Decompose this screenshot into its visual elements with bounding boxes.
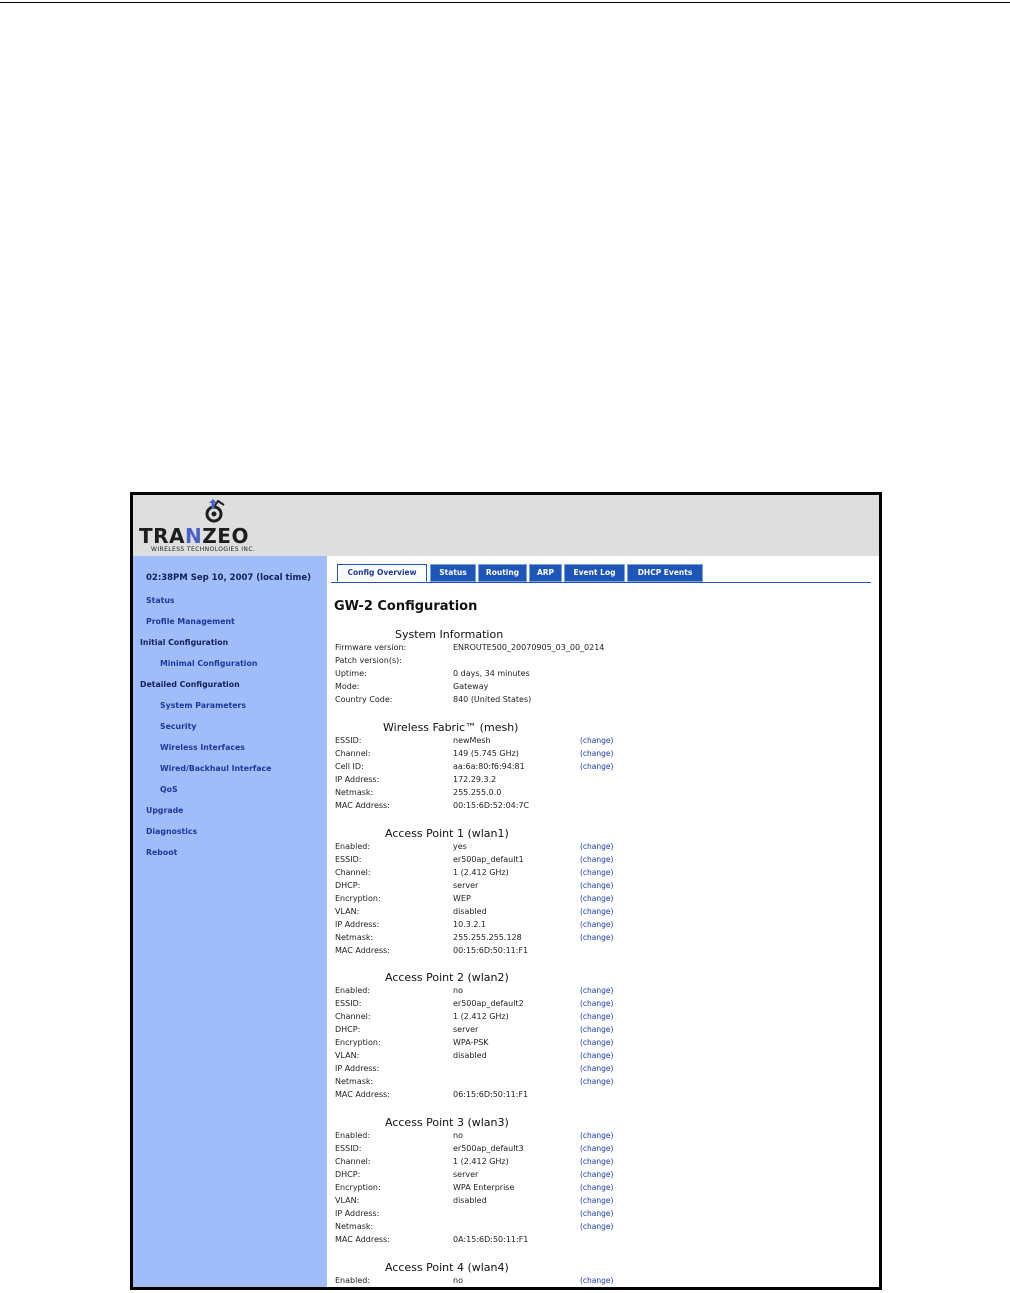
config-value: 255.255.255.128 xyxy=(453,933,522,942)
config-row xyxy=(335,1077,875,1090)
config-row xyxy=(335,736,875,749)
change-link[interactable]: (change) xyxy=(580,1170,614,1179)
main-content xyxy=(327,556,879,1287)
config-value: 00:15:6D:52:04:7C xyxy=(453,801,530,810)
tab-routing[interactable]: Routing xyxy=(478,564,527,582)
change-link[interactable]: (change) xyxy=(580,1012,614,1021)
config-key: VLAN: xyxy=(335,907,360,916)
config-value: disabled xyxy=(453,907,487,916)
change-link[interactable]: (change) xyxy=(580,868,614,877)
config-key: ESSID: xyxy=(335,999,362,1008)
logo-swirl-icon xyxy=(199,499,229,525)
config-key: Channel: xyxy=(335,749,371,758)
sidebar-item-diagnostics[interactable]: Diagnostics xyxy=(146,827,198,836)
config-key: IP Address: xyxy=(335,1209,380,1218)
config-row xyxy=(335,801,875,814)
section-title: Access Point 3 (wlan3) xyxy=(385,1116,509,1129)
change-link[interactable]: (change) xyxy=(580,736,614,745)
config-value: no xyxy=(453,1276,463,1285)
tab-underline xyxy=(331,582,871,583)
config-row xyxy=(335,1038,875,1051)
config-key: Encryption: xyxy=(335,1038,381,1047)
config-value: disabled xyxy=(453,1051,487,1060)
config-row xyxy=(335,1012,875,1025)
config-value: aa:6a:80:f6:94:81 xyxy=(453,762,525,771)
config-row xyxy=(335,1222,875,1235)
section-title: Access Point 2 (wlan2) xyxy=(385,971,509,984)
config-row xyxy=(335,894,875,907)
config-value: newMesh xyxy=(453,736,491,745)
config-key: Mode: xyxy=(335,682,360,691)
config-key: DHCP: xyxy=(335,881,361,890)
change-link[interactable]: (change) xyxy=(580,1183,614,1192)
config-row xyxy=(335,868,875,881)
config-value: 172.29.3.2 xyxy=(453,775,497,784)
config-row xyxy=(335,749,875,762)
config-value: WEP xyxy=(453,894,471,903)
config-key: Netmask: xyxy=(335,1077,374,1086)
change-link[interactable]: (change) xyxy=(580,1276,614,1285)
config-key: IP Address: xyxy=(335,920,380,929)
sidebar-item-security[interactable]: Security xyxy=(160,722,197,731)
config-value: ENROUTE500_20070905_03_00_0214 xyxy=(453,643,605,652)
local-time-clock: 02:38PM Sep 10, 2007 (local time) xyxy=(146,573,312,583)
config-value: 00:15:6D:50:11:F1 xyxy=(453,946,529,955)
config-key: VLAN: xyxy=(335,1196,360,1205)
sidebar-item-minimal-configuration[interactable]: Minimal Configuration xyxy=(160,659,258,668)
config-value: er500ap_default3 xyxy=(453,1144,524,1153)
config-row xyxy=(335,1170,875,1183)
config-row xyxy=(335,986,875,999)
logo-tagline: WIRELESS TECHNOLOGIES INC. xyxy=(151,546,256,553)
config-key: MAC Address: xyxy=(335,801,390,810)
config-row xyxy=(335,842,875,855)
config-row xyxy=(335,669,875,682)
config-key: VLAN: xyxy=(335,1051,360,1060)
change-link[interactable]: (change) xyxy=(580,855,614,864)
tranzeo-logo xyxy=(139,499,299,555)
config-row xyxy=(335,656,875,669)
config-key: MAC Address: xyxy=(335,1235,390,1244)
config-key: Channel: xyxy=(335,868,371,877)
config-row xyxy=(335,855,875,868)
config-value: 1 (2.412 GHz) xyxy=(453,1012,509,1021)
config-key: Encryption: xyxy=(335,1183,381,1192)
change-link[interactable]: (change) xyxy=(580,749,614,758)
config-key: Country Code: xyxy=(335,695,393,704)
change-link[interactable]: (change) xyxy=(580,933,614,942)
sidebar-item-reboot[interactable]: Reboot xyxy=(146,848,178,857)
config-value: server xyxy=(453,1025,479,1034)
config-value: 840 (United States) xyxy=(453,695,532,704)
config-key: Netmask: xyxy=(335,788,374,797)
config-row xyxy=(335,1064,875,1077)
config-row xyxy=(335,762,875,775)
change-link[interactable]: (change) xyxy=(580,986,614,995)
config-key: DHCP: xyxy=(335,1025,361,1034)
change-link[interactable]: (change) xyxy=(580,1196,614,1205)
config-key: Channel: xyxy=(335,1012,371,1021)
header-bar xyxy=(133,495,879,556)
config-value: 1 (2.412 GHz) xyxy=(453,868,509,877)
config-value: 1 (2.412 GHz) xyxy=(453,1157,509,1166)
sidebar-item-system-parameters[interactable]: System Parameters xyxy=(160,701,246,710)
change-link[interactable]: (change) xyxy=(580,1222,614,1231)
config-key: ESSID: xyxy=(335,736,362,745)
tab-dhcp-events[interactable]: DHCP Events xyxy=(627,564,703,582)
change-link[interactable]: (change) xyxy=(580,1131,614,1140)
config-key: Enabled: xyxy=(335,1131,371,1140)
config-value: WPA-PSK xyxy=(453,1038,489,1047)
config-row xyxy=(335,999,875,1012)
config-value: Gateway xyxy=(453,682,489,691)
browser-screenshot-frame xyxy=(130,492,882,1290)
config-key: DHCP: xyxy=(335,1170,361,1179)
config-row xyxy=(335,1157,875,1170)
config-value: 0A:15:6D:50:11:F1 xyxy=(453,1235,529,1244)
config-row xyxy=(335,933,875,946)
config-row xyxy=(335,1183,875,1196)
change-link[interactable]: (change) xyxy=(580,907,614,916)
config-value: 0 days, 34 minutes xyxy=(453,669,530,678)
config-key: Enabled: xyxy=(335,842,371,851)
sidebar-item-wired-backhaul-interface[interactable]: Wired/Backhaul Interface xyxy=(160,764,272,773)
config-key: Patch version(s): xyxy=(335,656,402,665)
config-key: IP Address: xyxy=(335,775,380,784)
config-row xyxy=(335,1276,875,1289)
config-row xyxy=(335,907,875,920)
config-row xyxy=(335,682,875,695)
config-row xyxy=(335,1131,875,1144)
config-row xyxy=(335,788,875,801)
config-value: no xyxy=(453,986,463,995)
change-link[interactable]: (change) xyxy=(580,1077,614,1086)
config-key: Channel: xyxy=(335,1157,371,1166)
config-value: WPA Enterprise xyxy=(453,1183,515,1192)
config-row xyxy=(335,881,875,894)
config-value: yes xyxy=(453,842,467,851)
page-top-rule xyxy=(0,2,1010,3)
change-link[interactable]: (change) xyxy=(580,1051,614,1060)
sidebar-item-upgrade[interactable]: Upgrade xyxy=(146,806,184,815)
config-key: MAC Address: xyxy=(335,1090,390,1099)
sidebar-item-profile-management[interactable]: Profile Management xyxy=(146,617,235,626)
change-link[interactable]: (change) xyxy=(580,1064,614,1073)
section-title: Access Point 4 (wlan4) xyxy=(385,1261,509,1274)
config-row xyxy=(335,1196,875,1209)
config-value: 06:15:6D:50:11:F1 xyxy=(453,1090,529,1099)
sidebar-group-initial-configuration: Initial Configuration xyxy=(140,638,229,647)
config-row xyxy=(335,695,875,708)
config-value: no xyxy=(453,1131,463,1140)
change-link[interactable]: (change) xyxy=(580,1025,614,1034)
change-link[interactable]: (change) xyxy=(580,1144,614,1153)
config-key: Encryption: xyxy=(335,894,381,903)
sidebar-group-detailed-configuration: Detailed Configuration xyxy=(140,680,240,689)
change-link[interactable]: (change) xyxy=(580,1038,614,1047)
tab-config-overview[interactable]: Config Overview xyxy=(337,564,427,582)
tab-status[interactable]: Status xyxy=(430,564,476,582)
config-value: 149 (5.745 GHz) xyxy=(453,749,519,758)
change-link[interactable]: (change) xyxy=(580,1157,614,1166)
sidebar-item-status[interactable]: Status xyxy=(146,596,175,605)
config-value: er500ap_default1 xyxy=(453,855,524,864)
section-title: Wireless Fabric™ (mesh) xyxy=(383,721,519,734)
sidebar-item-qos[interactable]: QoS xyxy=(160,785,178,794)
config-row xyxy=(335,1051,875,1064)
page-title: GW-2 Configuration xyxy=(334,599,478,614)
sidebar xyxy=(133,556,327,1287)
config-value: disabled xyxy=(453,1196,487,1205)
config-row xyxy=(335,920,875,933)
config-key: Enabled: xyxy=(335,1276,371,1285)
section-title: Access Point 1 (wlan1) xyxy=(385,827,509,840)
change-link[interactable]: (change) xyxy=(580,999,614,1008)
config-row xyxy=(335,1025,875,1038)
config-value: 10.3.2.1 xyxy=(453,920,487,929)
config-key: IP Address: xyxy=(335,1064,380,1073)
change-link[interactable]: (change) xyxy=(580,842,614,851)
section-title: System Information xyxy=(395,628,504,641)
config-key: MAC Address: xyxy=(335,946,390,955)
sidebar-item-wireless-interfaces[interactable]: Wireless Interfaces xyxy=(160,743,245,752)
config-row xyxy=(335,1144,875,1157)
change-link[interactable]: (change) xyxy=(580,762,614,771)
config-value: server xyxy=(453,1170,479,1179)
config-row xyxy=(335,1235,875,1248)
config-key: Netmask: xyxy=(335,1222,374,1231)
tab-event-log[interactable]: Event Log xyxy=(564,564,625,582)
config-key: Uptime: xyxy=(335,669,367,678)
change-link[interactable]: (change) xyxy=(580,1209,614,1218)
config-row xyxy=(335,643,875,656)
config-value: 255.255.0.0 xyxy=(453,788,502,797)
config-value: er500ap_default2 xyxy=(453,999,524,1008)
config-row xyxy=(335,775,875,788)
change-link[interactable]: (change) xyxy=(580,920,614,929)
logo-wordmark: TRANZEO xyxy=(139,524,249,548)
config-row xyxy=(335,1090,875,1103)
config-key: ESSID: xyxy=(335,1144,362,1153)
config-key: ESSID: xyxy=(335,855,362,864)
change-link[interactable]: (change) xyxy=(580,881,614,890)
config-key: Cell ID: xyxy=(335,762,364,771)
config-value: server xyxy=(453,881,479,890)
config-key: Firmware version: xyxy=(335,643,407,652)
tab-arp[interactable]: ARP xyxy=(529,564,562,582)
config-row xyxy=(335,1209,875,1222)
config-row xyxy=(335,946,875,959)
config-key: Netmask: xyxy=(335,933,374,942)
change-link[interactable]: (change) xyxy=(580,894,614,903)
config-key: Enabled: xyxy=(335,986,371,995)
